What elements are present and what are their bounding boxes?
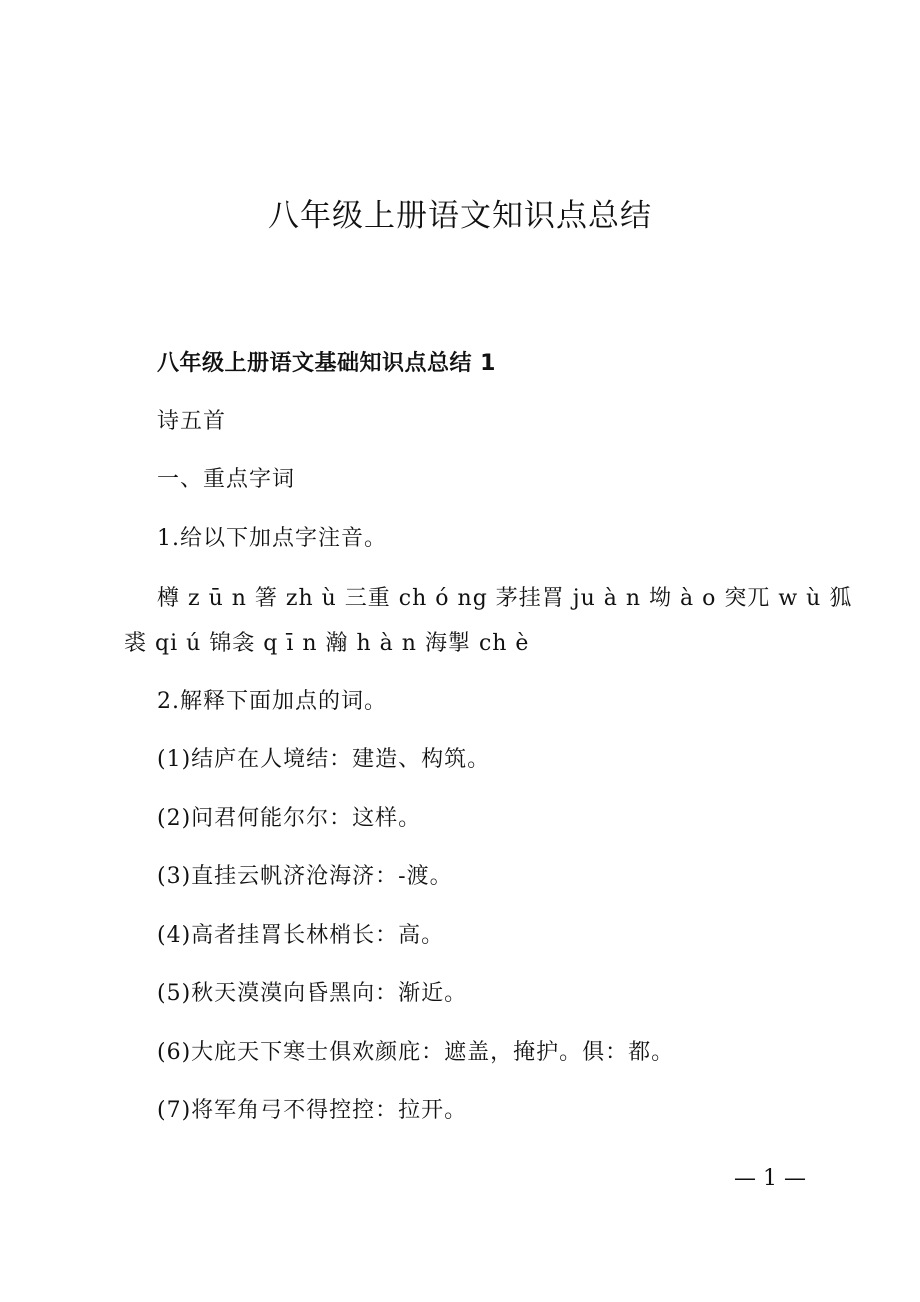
- text-line-question-2: 2.解释下面加点的词。: [157, 689, 387, 714]
- text-line-question-1: 1.给以下加点字注音。: [157, 526, 387, 551]
- text-line-item-5: (5)秋天漠漠向昏黑向：渐近。: [157, 981, 468, 1006]
- text-line-pinyin-1: 樽 z ū n 箸 zh ù 三重 ch ó ng 茅挂罥 ju à n 坳 à o 突兀 w ù 狐: [157, 586, 853, 611]
- page-number: — 1 —: [734, 1166, 806, 1191]
- text-line-item-2: (2)问君何能尔尔：这样。: [157, 806, 422, 831]
- text-line-key-words: 一、重点字词: [157, 467, 296, 492]
- document-title: 八年级上册语文知识点总结: [268, 198, 652, 234]
- text-line-item-4: (4)高者挂罥长林梢长：高。: [157, 923, 445, 948]
- text-line-item-6: (6)大庇天下寒士俱欢颜庇：遮盖，掩护。俱：都。: [157, 1040, 675, 1065]
- text-line-item-7: (7)将军角弓不得控控：拉开。: [157, 1098, 468, 1123]
- text-line-item-3: (3)直挂云帆济沧海济：-渡。: [157, 864, 453, 889]
- text-line-poems: 诗五首: [157, 409, 227, 434]
- text-line-item-1: (1)结庐在人境结：建造、构筑。: [157, 747, 491, 772]
- section-heading: 八年级上册语文基础知识点总结 1: [157, 351, 496, 376]
- text-line-pinyin-2: 裘 qi ú 锦衾 q ī n 瀚 h à n 海掣 ch è: [124, 631, 530, 656]
